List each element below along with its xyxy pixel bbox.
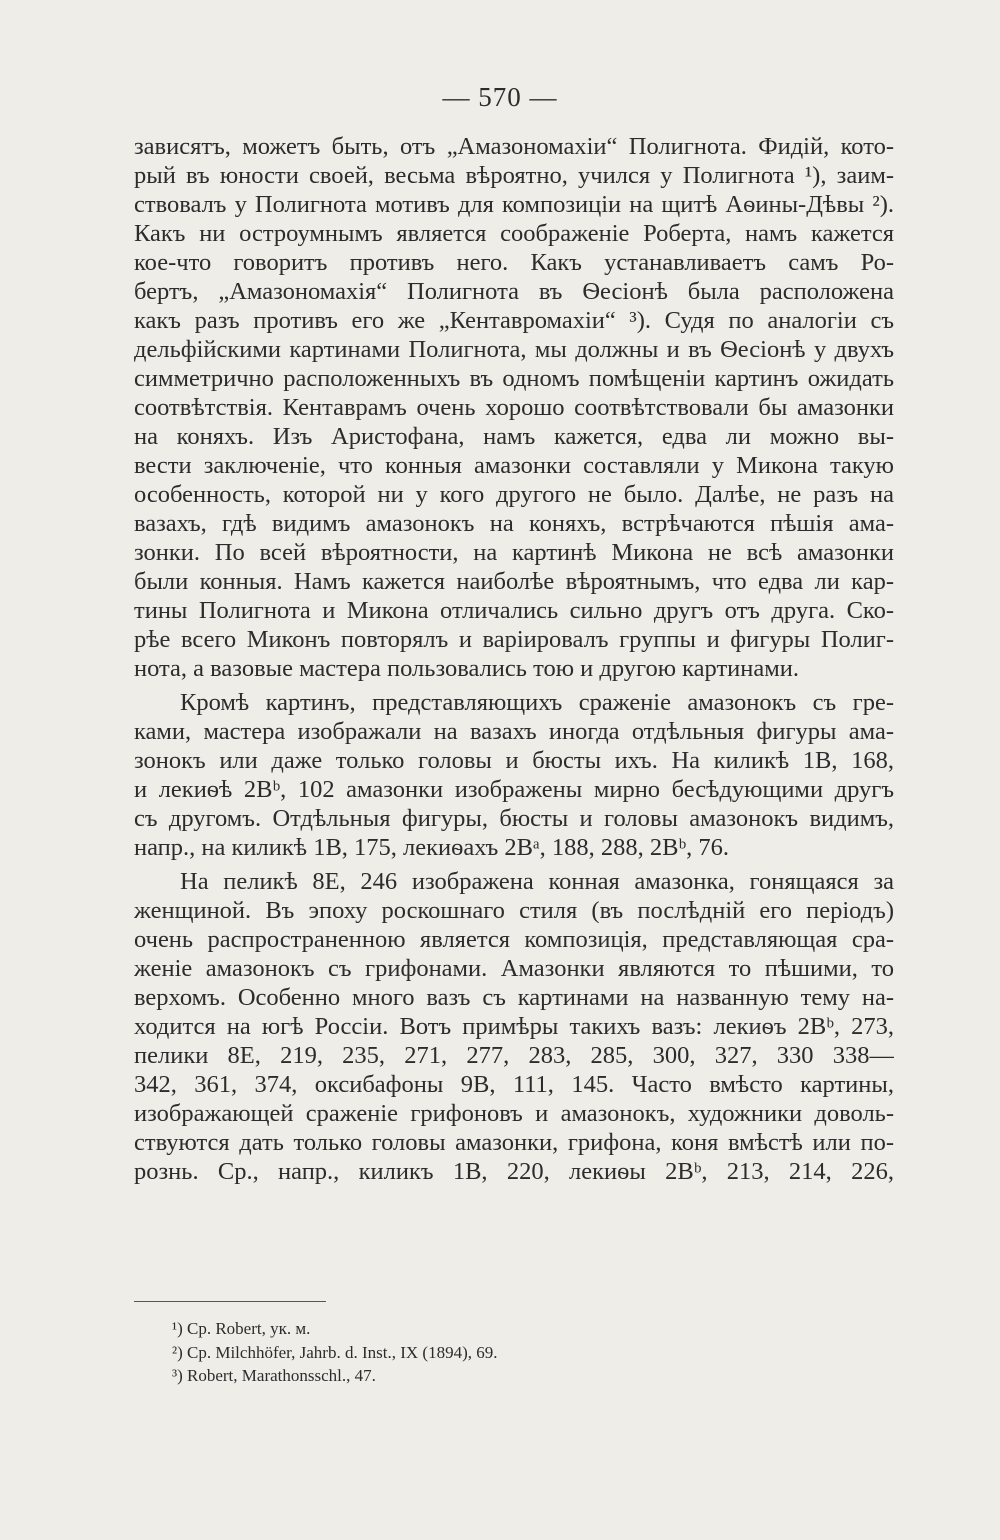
text-line: зависятъ, можетъ быть, отъ „Амазономахіи“ Полигнота. Фидій, кото-: [134, 133, 894, 160]
text-line: нота, а вазовые мастера пользовались тою и другою картинами.: [134, 655, 800, 682]
text-line: на коняхъ. Изъ Аристофана, намъ кажется, едва ли можно вы-: [134, 423, 894, 450]
text-line: симметрично расположенныхъ въ одномъ помѣщеніи картинъ ожидать: [134, 365, 894, 392]
paragraph-start-line: На пеликѣ 8E, 246 изображена конная амазонка, гонящаяся за: [180, 868, 894, 895]
footnote: ³) Robert, Marathonsschl., 47.: [172, 1366, 376, 1385]
text-line: женщиной. Въ эпоху роскошнаго стиля (въ послѣдній его періодъ): [134, 897, 894, 924]
text-line: ствуются дать только головы амазонки, грифона, коня вмѣстѣ или по-: [134, 1129, 894, 1156]
text-line: вазахъ, гдѣ видимъ амазонокъ на коняхъ, встрѣчаются пѣшія ама-: [134, 510, 894, 537]
text-line: Какъ ни остроумнымъ является соображеніе Роберта, намъ кажется: [134, 220, 894, 247]
text-line: ствовалъ у Полигнота мотивъ для композиціи на щитѣ Аѳины-Дѣвы ²).: [134, 191, 894, 218]
text-line: вести заключеніе, что конныя амазонки составляли у Микона такую: [134, 452, 894, 479]
text-line: тины Полигнота и Микона отличались сильно другъ отъ друга. Ско-: [134, 597, 894, 624]
text-line: напр., на киликѣ 1B, 175, лекиѳахъ 2Bᵃ, 188, 288, 2Bᵇ, 76.: [134, 834, 729, 861]
text-line: и лекиѳѣ 2Bᵇ, 102 амазонки изображены мирно бесѣдующими другъ: [134, 776, 894, 803]
text-line: бертъ, „Амазономахія“ Полигнота въ Ѳесіонѣ была расположена: [134, 278, 894, 305]
text-line: зонокъ или даже только головы и бюсты ихъ. На киликѣ 1B, 168,: [134, 747, 894, 774]
footnotes: [172, 1317, 872, 1388]
text-line: рознь. Ср., напр., киликъ 1B, 220, лекиѳы 2Bᵇ, 213, 214, 226,: [134, 1158, 894, 1185]
text-line: соотвѣтствія. Кентаврамъ очень хорошо соотвѣтствовали бы амазонки: [134, 394, 894, 421]
text-line: съ другомъ. Отдѣльныя фигуры, бюсты и головы амазонокъ видимъ,: [134, 805, 894, 832]
text-line: очень распространенною является композиція, представляющая сра-: [134, 926, 894, 953]
paragraph-start-line: Кромѣ картинъ, представляющихъ сраженіе амазонокъ съ гре-: [180, 689, 894, 716]
text-line: верхомъ. Особенно много вазъ съ картинами на названную тему на-: [134, 984, 894, 1011]
text-line: ходится на югѣ Россіи. Вотъ примѣры такихъ вазъ: лекиѳъ 2Bᵇ, 273,: [134, 1013, 894, 1040]
text-line: особенность, которой ни у кого другого не было. Далѣе, не разъ на: [134, 481, 894, 508]
text-line: пелики 8E, 219, 235, 271, 277, 283, 285, 300, 327, 330 338—: [134, 1042, 894, 1069]
page-number: — 570 —: [442, 82, 558, 112]
text-line: 342, 361, 374, оксибафоны 9B, 111, 145. Часто вмѣсто картины,: [134, 1071, 894, 1098]
footnote: ¹) Ср. Robert, ук. м.: [172, 1319, 311, 1338]
text-line: были конныя. Намъ кажется наиболѣе вѣроятнымъ, что едва ли кар-: [134, 568, 894, 595]
footnote: ²) Ср. Milchhöfer, Jahrb. d. Inst., IX (1894), 69.: [172, 1342, 498, 1362]
text-line: ками, мастера изображали на вазахъ иногда отдѣльныя фигуры ама-: [134, 718, 894, 745]
text-line: изображающей сраженіе грифоновъ и амазонокъ, художники доволь-: [134, 1100, 894, 1127]
text-line: женіе амазонокъ съ грифонами. Амазонки являются то пѣшими, то: [134, 955, 894, 982]
text-line: рый въ юности своей, весьма вѣроятно, учился у Полигнота ¹), заим-: [134, 162, 894, 189]
main-text: [134, 132, 894, 1186]
text-line: кое-что говоритъ противъ него. Какъ устанавливаетъ самъ Ро-: [134, 249, 894, 276]
text-line: зонки. По всей вѣроятности, на картинѣ Микона не всѣ амазонки: [134, 539, 894, 566]
text-line: дельфійскими картинами Полигнота, мы должны и въ Ѳесіонѣ у двухъ: [134, 336, 894, 363]
footnote-divider: [134, 1301, 326, 1302]
text-line: какъ разъ противъ его же „Кентавромахіи“ ³). Судя по аналогіи съ: [134, 307, 894, 334]
text-line: рѣе всего Миконъ повторялъ и варіировалъ группы и фигуры Полиг-: [134, 626, 894, 653]
